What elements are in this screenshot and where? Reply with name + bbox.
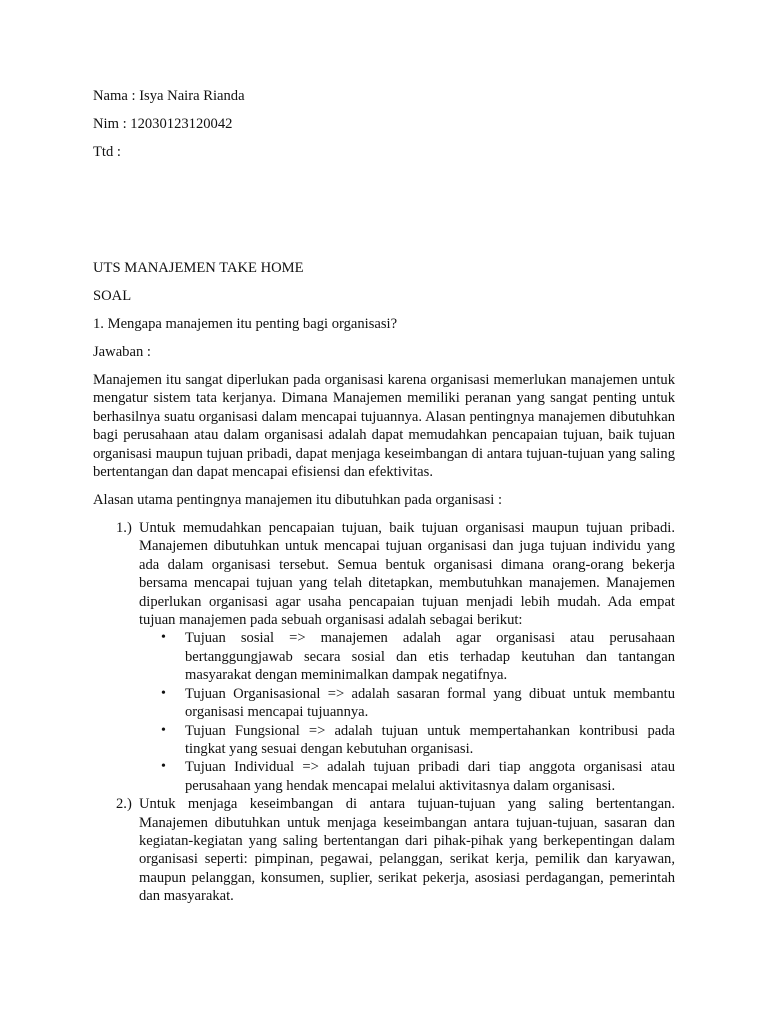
signature-space — [93, 171, 675, 259]
question-text: 1. Mengapa manajemen itu penting bagi organisasi? — [93, 316, 398, 332]
reason-text: Untuk menjaga keseimbangan di antara tujuan-tujuan yang saling bertentangan. Manajemen dibutuhkan untuk menjaga keseimbangan antara tujuan-tujuan, sasaran dan kegiatan-kegiatan yang saling bertentangan dari pihak-pihak yang berkepentingan dalam organisasi seperti: pimpinan, pegawai, pelanggan, serikat kerja, pemilik dan karyawan, maupun pelanggan, konsumen, suplier, serikat pekerja, asosiasi perdagangan, pemerintah dan masyarakat. — [139, 796, 675, 905]
bullet-icon: • — [161, 759, 166, 775]
bullet-icon: • — [161, 722, 166, 738]
bullet-icon: • — [161, 630, 166, 646]
reason-text: Untuk memudahkan pencapaian tujuan, baik tujuan organisasi maupun tujuan pribadi. Manajemen dibutuhkan untuk mencapai tujuan organisasi dan juga tujuan individu yang ada dalam organisasi tersebut. Semua bentuk organisasi dimana orang-orang bekerja bersama mencapai tujuan yang telah ditetapkan, membutuhkan manajemen. Manajemen diperlukan organisasi agar usaha pencapaian tujuan menjadi lebih mudah. Ada empat tujuan manajemen pada sebuah organisasi adalah sebagai berikut: — [139, 520, 675, 629]
student-nim: Nim : 12030123120042 — [93, 116, 233, 132]
goal-text: Tujuan Fungsional => adalah tujuan untuk mempertahankan kontribusi pada tingkat yang sesuai dengan kebutuhan organisasi. — [185, 722, 675, 757]
soal-label: SOAL — [93, 288, 132, 304]
goal-text: Tujuan Individual => adalah tujuan pribadi dari tiap anggota organisasi atau perusahaan yang hendak mencapai melalui aktivitasnya dalam organisasi. — [185, 759, 675, 794]
goal-item — [139, 685, 675, 722]
reason-marker: 1.) — [116, 520, 132, 537]
reasons-intro: Alasan utama pentingnya manajemen itu dibutuhkan pada organisasi : — [93, 492, 503, 509]
reason-item — [93, 795, 675, 905]
reason-marker: 2.) — [116, 796, 132, 813]
student-name: Nama : Isya Naira Rianda — [93, 88, 245, 104]
goal-text: Tujuan Organisasional => adalah sasaran formal yang dibuat untuk membantu organisasi mencapai tujuannya. — [185, 685, 675, 721]
answer-paragraph: Manajemen itu sangat diperlukan pada organisasi karena organisasi memerlukan manajemen untuk mengatur sistem tata kerjanya. Dimana Manajemen memiliki peranan yang sangat penting untuk berhasilnya suatu organisasi dalam mencapai tujuannya. Alasan pentingnya manajemen dibutuhkan bagi perusahaan atau dalam organisasi adalah dapat memudahkan pencapaian tujuan, baik tujuan organisasi maupun tujuan pribadi, dapat menjaga keseimbangan di antara tujuan-tujuan yang saling bertentangan dan dapat mencapai efisiensi dan efektivitas. — [93, 372, 675, 481]
answer-label: Jawaban : — [93, 344, 151, 360]
bullet-icon: • — [161, 685, 166, 701]
goal-item — [139, 758, 675, 795]
reasons-list — [93, 519, 675, 906]
exam-title: UTS MANAJEMEN TAKE HOME — [93, 260, 304, 276]
goal-item — [139, 722, 675, 759]
goal-item — [139, 629, 675, 684]
reason-item — [93, 519, 675, 795]
goal-text: Tujuan sosial => manajemen adalah agar organisasi atau perusahaan bertanggungjawab secara sosial dan etis terhadap keutuhan dan tantangan masyarakat dengan meminimalkan dampak negatifnya. — [185, 630, 675, 684]
goals-list — [139, 629, 675, 795]
signature-label: Ttd : — [93, 144, 121, 160]
